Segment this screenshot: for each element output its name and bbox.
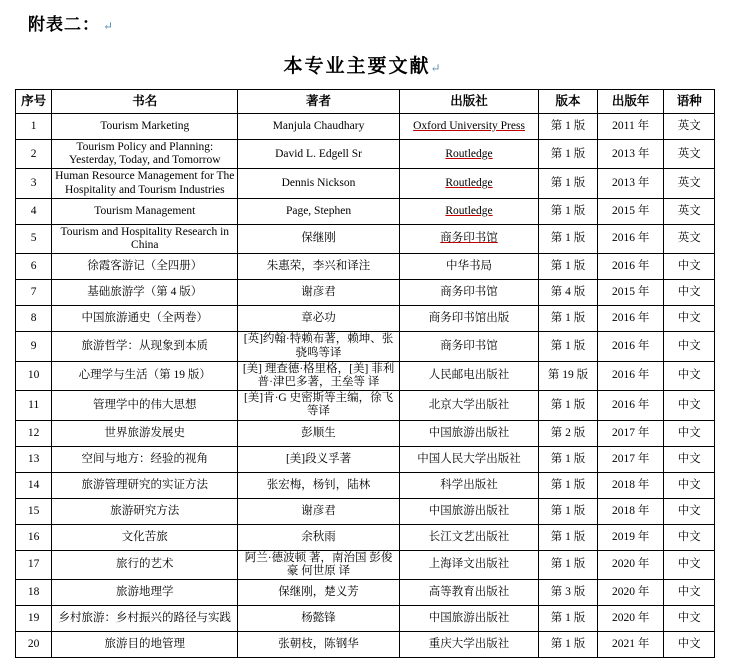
cell-no: 5	[16, 224, 52, 253]
table-row	[16, 198, 715, 224]
table-header-row	[16, 90, 715, 114]
cell-year: 2013 年	[597, 169, 664, 198]
cell-no: 7	[16, 280, 52, 306]
cell-year: 2020 年	[597, 606, 664, 632]
cell-author: 保继刚	[238, 224, 400, 253]
cell-author: Page, Stephen	[238, 198, 400, 224]
cell-title: 旅游地理学	[52, 580, 238, 606]
cell-press: 人民邮电出版社	[399, 361, 538, 390]
cell-no: 2	[16, 140, 52, 169]
cell-language: 英文	[664, 198, 715, 224]
table-row	[16, 114, 715, 140]
cell-author: [美]段义孚著	[238, 446, 400, 472]
table-row	[16, 632, 715, 658]
cell-edition: 第 4 版	[539, 280, 598, 306]
cell-edition: 第 1 版	[539, 169, 598, 198]
cell-title: 旅游研究方法	[52, 498, 238, 524]
cell-language: 中文	[664, 420, 715, 446]
cell-edition: 第 1 版	[539, 140, 598, 169]
cell-title: 旅行的艺术	[52, 550, 238, 579]
table-row	[16, 224, 715, 253]
cell-title: Human Resource Management for The Hospitality and Tourism Industries	[52, 169, 238, 198]
cell-press: 中国旅游出版社	[399, 498, 538, 524]
cell-author: David L. Edgell Sr	[238, 140, 400, 169]
column-header-no: 序号	[16, 90, 52, 114]
cell-press: Routledge	[399, 198, 538, 224]
table-row	[16, 361, 715, 390]
column-header-title: 书名	[52, 90, 238, 114]
cell-no: 11	[16, 391, 52, 420]
cell-author: Manjula Chaudhary	[238, 114, 400, 140]
cell-press: 北京大学出版社	[399, 391, 538, 420]
table-row	[16, 169, 715, 198]
cell-edition: 第 1 版	[539, 224, 598, 253]
page-heading	[0, 0, 730, 35]
cell-edition: 第 1 版	[539, 472, 598, 498]
cell-author: [英]约翰·特赖布著，赖坤、张骁鸣等译	[238, 332, 400, 361]
cell-title: 管理学中的伟大思想	[52, 391, 238, 420]
cell-no: 6	[16, 254, 52, 280]
table-row	[16, 332, 715, 361]
cell-year: 2011 年	[597, 114, 664, 140]
cell-edition: 第 1 版	[539, 606, 598, 632]
cell-edition: 第 1 版	[539, 498, 598, 524]
cell-language: 中文	[664, 306, 715, 332]
cell-year: 2016 年	[597, 361, 664, 390]
cell-title: Tourism Management	[52, 198, 238, 224]
table-row	[16, 140, 715, 169]
cell-language: 中文	[664, 606, 715, 632]
cell-title: 中国旅游通史（全两卷）	[52, 306, 238, 332]
cell-language: 英文	[664, 140, 715, 169]
cell-language: 中文	[664, 524, 715, 550]
cell-edition: 第 1 版	[539, 550, 598, 579]
cell-edition: 第 1 版	[539, 198, 598, 224]
cell-press: Oxford University Press	[399, 114, 538, 140]
cell-language: 中文	[664, 280, 715, 306]
cell-press: 中国旅游出版社	[399, 606, 538, 632]
cell-edition: 第 1 版	[539, 446, 598, 472]
cell-language: 中文	[664, 580, 715, 606]
cell-title: 基础旅游学（第 4 版）	[52, 280, 238, 306]
cell-author: 余秋雨	[238, 524, 400, 550]
table-row	[16, 420, 715, 446]
cell-title: 文化苦旅	[52, 524, 238, 550]
cell-no: 15	[16, 498, 52, 524]
table-row	[16, 306, 715, 332]
cell-year: 2020 年	[597, 580, 664, 606]
cell-year: 2018 年	[597, 472, 664, 498]
cell-no: 8	[16, 306, 52, 332]
cell-title: Tourism Marketing	[52, 114, 238, 140]
cell-author: [美] 理查德·格里格，[美] 菲利普·津巴多著，王垒等 译	[238, 361, 400, 390]
cell-author: 彭顺生	[238, 420, 400, 446]
cell-year: 2015 年	[597, 198, 664, 224]
cell-author: Dennis Nickson	[238, 169, 400, 198]
table-row	[16, 524, 715, 550]
column-header-lang: 语种	[664, 90, 715, 114]
cell-no: 13	[16, 446, 52, 472]
cell-author: [美]肯·G 史密斯等主编，徐飞等译	[238, 391, 400, 420]
cell-no: 12	[16, 420, 52, 446]
cell-edition: 第 3 版	[539, 580, 598, 606]
cell-no: 4	[16, 198, 52, 224]
cell-no: 17	[16, 550, 52, 579]
page-heading-text: 附表二：	[28, 15, 100, 34]
cell-author: 张朝枝，陈钢华	[238, 632, 400, 658]
cell-edition: 第 1 版	[539, 254, 598, 280]
cell-language: 中文	[664, 361, 715, 390]
cell-year: 2016 年	[597, 391, 664, 420]
table-row	[16, 606, 715, 632]
column-header-year: 出版年	[597, 90, 664, 114]
cell-no: 19	[16, 606, 52, 632]
literature-table	[15, 89, 715, 658]
column-header-press: 出版社	[399, 90, 538, 114]
cell-title: 心理学与生活（第 19 版）	[52, 361, 238, 390]
cell-author: 阿兰·德波顿 著，南治国 彭俊豪 何世原 译	[238, 550, 400, 579]
cell-title: 空间与地方：经验的视角	[52, 446, 238, 472]
cell-year: 2021 年	[597, 632, 664, 658]
page-title-text: 本专业主要文献	[283, 56, 431, 77]
cell-language: 中文	[664, 446, 715, 472]
cell-title: 旅游哲学：从现象到本质	[52, 332, 238, 361]
cell-author: 谢彦君	[238, 498, 400, 524]
table-body	[16, 114, 715, 658]
cell-press: Routledge	[399, 169, 538, 198]
cell-year: 2013 年	[597, 140, 664, 169]
cell-author: 张宏梅，杨钊，陆林	[238, 472, 400, 498]
cell-title: 徐霞客游记（全四册）	[52, 254, 238, 280]
table-row	[16, 550, 715, 579]
cell-language: 中文	[664, 550, 715, 579]
cell-edition: 第 1 版	[539, 524, 598, 550]
cell-press: 商务印书馆出版	[399, 306, 538, 332]
cell-press: 高等教育出版社	[399, 580, 538, 606]
cell-year: 2017 年	[597, 420, 664, 446]
cell-language: 中文	[664, 472, 715, 498]
cell-press: 商务印书馆	[399, 224, 538, 253]
cell-edition: 第 1 版	[539, 632, 598, 658]
cell-press: 中华书局	[399, 254, 538, 280]
table-row	[16, 446, 715, 472]
cell-year: 2017 年	[597, 446, 664, 472]
cell-no: 16	[16, 524, 52, 550]
cell-edition: 第 1 版	[539, 391, 598, 420]
cell-year: 2015 年	[597, 280, 664, 306]
table-row	[16, 498, 715, 524]
cell-press: 重庆大学出版社	[399, 632, 538, 658]
table-row	[16, 580, 715, 606]
cell-author: 杨懿锋	[238, 606, 400, 632]
cell-year: 2016 年	[597, 332, 664, 361]
column-header-author: 著者	[238, 90, 400, 114]
cell-title: Tourism Policy and Planning: Yesterday, Today, and Tomorrow	[52, 140, 238, 169]
cell-no: 18	[16, 580, 52, 606]
paragraph-mark-icon: ↵	[103, 19, 115, 33]
paragraph-mark-icon: ↵	[430, 61, 441, 75]
cell-language: 英文	[664, 224, 715, 253]
cell-edition: 第 2 版	[539, 420, 598, 446]
cell-language: 中文	[664, 332, 715, 361]
cell-title: 世界旅游发展史	[52, 420, 238, 446]
cell-year: 2016 年	[597, 254, 664, 280]
table-row	[16, 254, 715, 280]
cell-title: Tourism and Hospitality Research in China	[52, 224, 238, 253]
cell-author: 章必功	[238, 306, 400, 332]
cell-year: 2020 年	[597, 550, 664, 579]
cell-press: 商务印书馆	[399, 280, 538, 306]
cell-press: 中国人民大学出版社	[399, 446, 538, 472]
cell-edition: 第 19 版	[539, 361, 598, 390]
cell-author: 保继刚，楚义芳	[238, 580, 400, 606]
cell-year: 2016 年	[597, 224, 664, 253]
cell-edition: 第 1 版	[539, 114, 598, 140]
cell-press: 中国旅游出版社	[399, 420, 538, 446]
cell-edition: 第 1 版	[539, 306, 598, 332]
column-header-edition: 版本	[539, 90, 598, 114]
cell-year: 2018 年	[597, 498, 664, 524]
cell-no: 20	[16, 632, 52, 658]
cell-title: 旅游目的地管理	[52, 632, 238, 658]
cell-no: 14	[16, 472, 52, 498]
cell-no: 9	[16, 332, 52, 361]
table-row	[16, 391, 715, 420]
cell-language: 英文	[664, 114, 715, 140]
cell-press: Routledge	[399, 140, 538, 169]
cell-no: 3	[16, 169, 52, 198]
cell-title: 乡村旅游：乡村振兴的路径与实践	[52, 606, 238, 632]
cell-language: 英文	[664, 169, 715, 198]
cell-title: 旅游管理研究的实证方法	[52, 472, 238, 498]
cell-edition: 第 1 版	[539, 332, 598, 361]
cell-language: 中文	[664, 498, 715, 524]
page-title	[0, 51, 730, 78]
cell-press: 商务印书馆	[399, 332, 538, 361]
cell-year: 2016 年	[597, 306, 664, 332]
cell-language: 中文	[664, 632, 715, 658]
cell-language: 中文	[664, 391, 715, 420]
cell-no: 1	[16, 114, 52, 140]
cell-author: 朱惠荣，李兴和译注	[238, 254, 400, 280]
table-row	[16, 280, 715, 306]
cell-language: 中文	[664, 254, 715, 280]
table-row	[16, 472, 715, 498]
cell-press: 科学出版社	[399, 472, 538, 498]
cell-author: 谢彦君	[238, 280, 400, 306]
cell-press: 长江文艺出版社	[399, 524, 538, 550]
cell-press: 上海译文出版社	[399, 550, 538, 579]
cell-year: 2019 年	[597, 524, 664, 550]
cell-no: 10	[16, 361, 52, 390]
